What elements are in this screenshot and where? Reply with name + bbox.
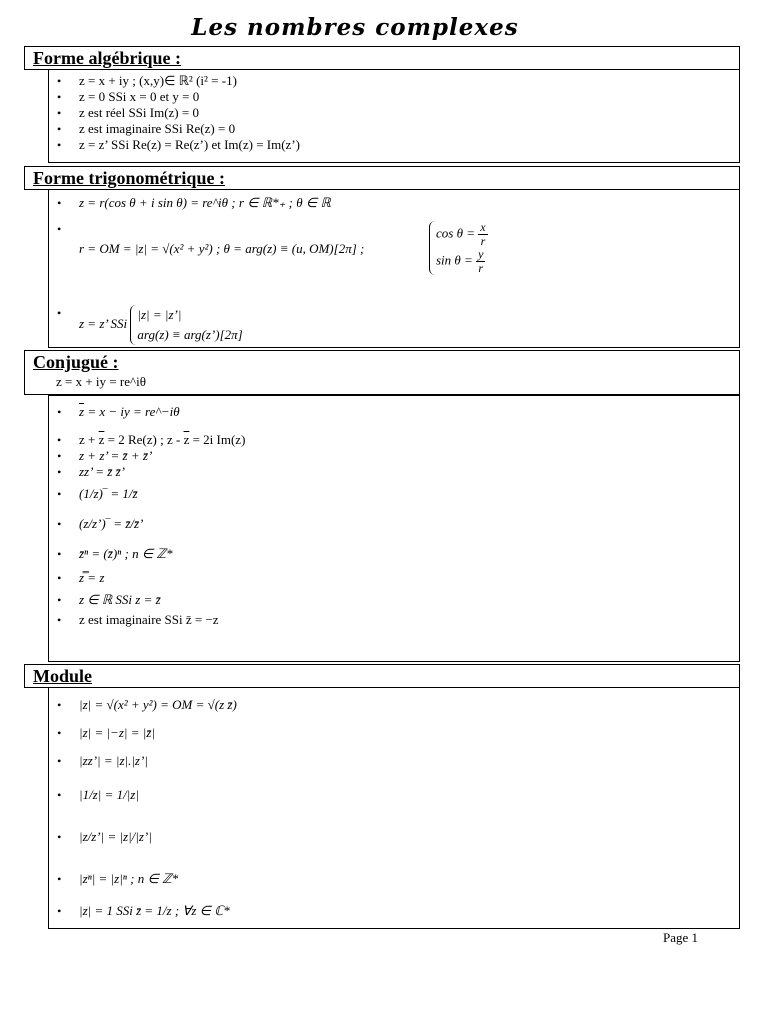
algebraic-list: [49, 73, 739, 153]
list-item: • zz’ = z̄ z̄’: [49, 464, 739, 480]
list-item: • $z + \overline{z} = 2$ Re(z) ; $z - \overline{z} = 2i$ Im(z): [49, 432, 739, 448]
list-item: • z est réel SSi Im(z) = 0: [49, 105, 739, 121]
sin-label: sin θ =: [436, 252, 473, 268]
list-item: • $\overline{z} = x$ − iy = re^−iθ: [49, 404, 739, 420]
conjugate-definition: z = x + iy = re^iθ: [56, 374, 146, 389]
list-item: • |zⁿ| = |z|ⁿ ; n ∈ ℤ*: [49, 871, 739, 887]
difference-result: = 2i Im(z): [192, 432, 246, 447]
list-item: • z + z’ = z̄ + z̄’: [49, 448, 739, 464]
equality-lead: z = z’ SSi: [79, 315, 128, 331]
list-item: • |z| = 1 SSi z̄ = 1/z ; ∀z ∈ ℂ*: [49, 903, 739, 919]
frac-numerator: x: [480, 220, 486, 234]
equality-system: [130, 305, 242, 345]
section-body-conjugate: [48, 395, 740, 662]
system-line: arg(z) ≡ arg(z’)[2π]: [137, 327, 243, 342]
list-item: • z est imaginaire SSi z̄ = −z: [49, 612, 739, 628]
list-item: • z = r(cos θ + i sin θ) = re^iθ ; r ∈ ℝ*₊ ; θ ∈ ℝ: [49, 195, 739, 211]
cos-fraction: [478, 221, 487, 248]
list-item: • z = z’ SSi Re(z) = Re(z’) et Im(z) = Im(z’): [49, 137, 739, 153]
frac-denominator: r: [478, 261, 484, 275]
list-item: • z ∈ ℝ SSi z = z̄: [49, 592, 739, 608]
system-line: |z| = |z’|: [137, 307, 182, 322]
list-item: • z̄ⁿ = (z̄)ⁿ ; n ∈ ℤ*: [49, 546, 739, 562]
page-number: Page 1: [663, 930, 699, 945]
conjugate-title: Conjugué :: [33, 352, 119, 372]
frac-numerator: y: [478, 247, 484, 261]
section-body-algebraic: [48, 69, 740, 163]
list-item: [49, 305, 739, 345]
sum-lead: z +: [79, 432, 96, 447]
document-title: Les nombres complexes: [191, 14, 519, 41]
list-item: • (z/z’)‾ = z̄/z̄’: [49, 516, 739, 532]
list-item: • z̿ = z: [49, 570, 739, 586]
cos-sin-system: [429, 221, 488, 275]
list-item: • |z| = |−z| = |z̄|: [49, 725, 739, 741]
list-item: • |z| = √(x² + y²) = OM = √(z z̄): [49, 697, 739, 713]
list-item: • |zz’| = |z|.|z’|: [49, 753, 739, 769]
frac-denominator: r: [480, 234, 486, 248]
modulus-argument-formula: r = OM = |z| = √(x² + y²) ; θ = arg(z) ≡ (u, OM)[2π] ;: [79, 241, 365, 256]
list-item: • z est imaginaire SSi Re(z) = 0: [49, 121, 739, 137]
section-header-algebraic: Forme algébrique :: [24, 46, 740, 70]
list-item: • z = x + iy ; (x,y)∈ ℝ² (i² = -1): [49, 73, 739, 89]
list-item: • (1/z)‾ = 1/z̄: [49, 486, 739, 502]
cos-label: cos θ =: [436, 225, 475, 241]
list-item: [49, 221, 739, 291]
list-item: • |1/z| = 1/|z|: [49, 787, 739, 803]
section-body-trigonometric: [48, 189, 740, 348]
list-item: • |z/z’| = |z|/|z’|: [49, 829, 739, 845]
conjugate-formula: = x − iy = re^−iθ: [87, 404, 180, 419]
section-header-trigonometric: Forme trigonométrique :: [24, 166, 740, 190]
section-body-module: [48, 687, 740, 929]
sin-fraction: [476, 248, 485, 275]
sum-result: = 2 Re(z) ; z -: [107, 432, 181, 447]
section-header-module: Module: [24, 664, 740, 688]
list-item: • z = 0 SSi x = 0 et y = 0: [49, 89, 739, 105]
